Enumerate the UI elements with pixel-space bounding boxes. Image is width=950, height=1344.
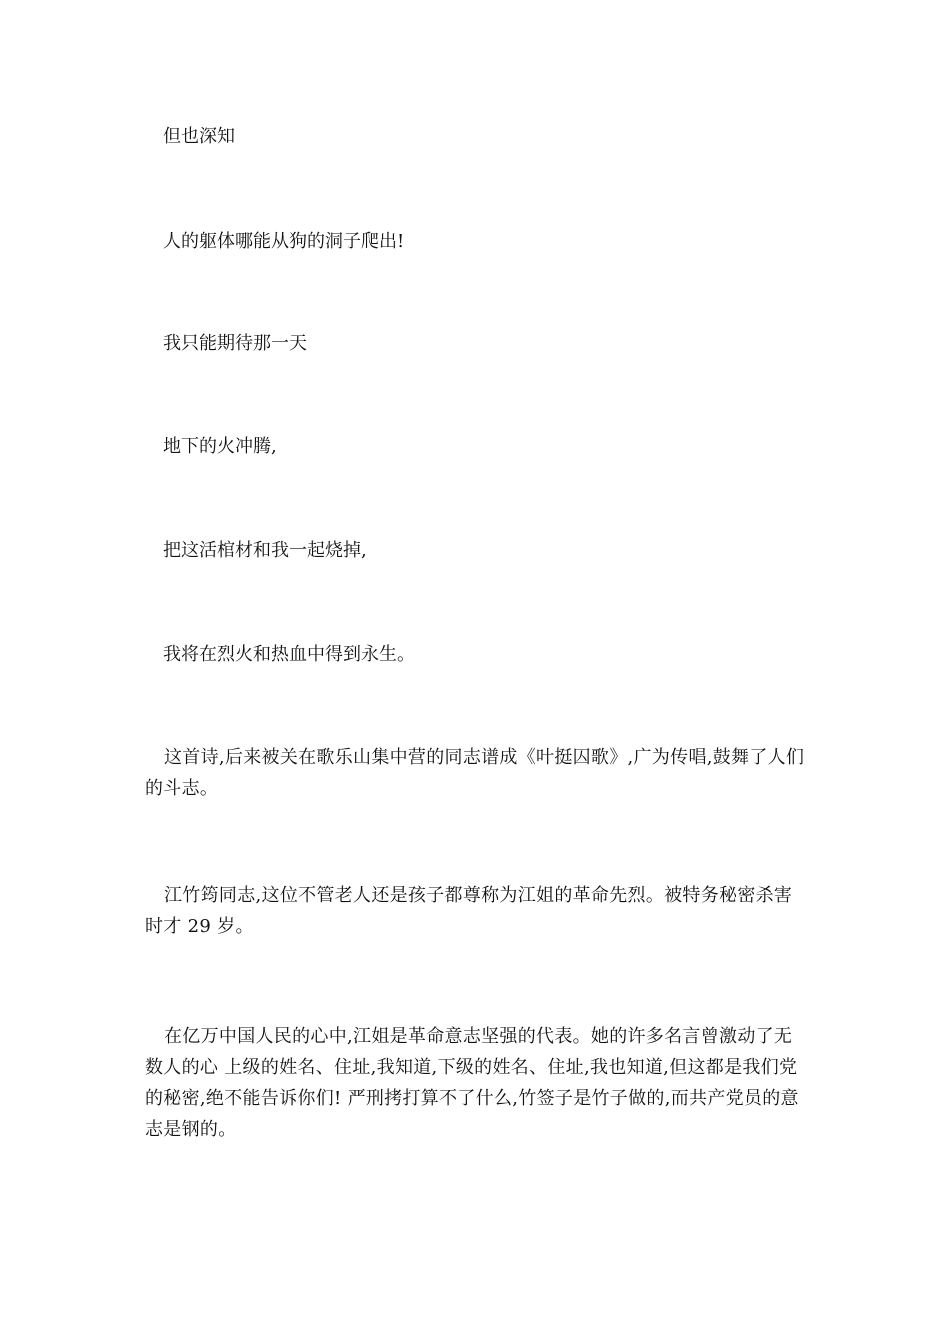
poem-line: 我将在烈火和热血中得到永生。 — [163, 644, 415, 665]
paragraph: 这首诗,后来被关在歌乐山集中营的同志谱成《叶挺囚歌》,广为传唱,鼓舞了人们的斗志。 — [145, 747, 805, 799]
poem-line: 我只能期待那一天 — [163, 333, 307, 354]
poem-line: 把这活棺材和我一起烧掉, — [163, 540, 367, 561]
poem-line: 但也深知 — [163, 126, 235, 147]
paragraph: 在亿万中国人民的心中,江姐是革命意志坚强的代表。她的许多名言曾激动了无数人的心 上级的姓名、住址,我知道,下级的姓名、住址,我也知道,但这都是我们党的秘密,绝不能告诉你们! 严刑拷打算不了什么,竹签子是竹子做的,而共产党员的意志是钢的。 — [145, 1026, 799, 1140]
poem-line: 人的躯体哪能从狗的洞子爬出! — [163, 231, 405, 252]
paragraph: 江竹筠同志,这位不管老人还是孩子都尊称为江姐的革命先烈。被特务秘密杀害时才 29 岁。 — [145, 885, 793, 937]
poem-line: 地下的火冲腾, — [163, 436, 277, 457]
